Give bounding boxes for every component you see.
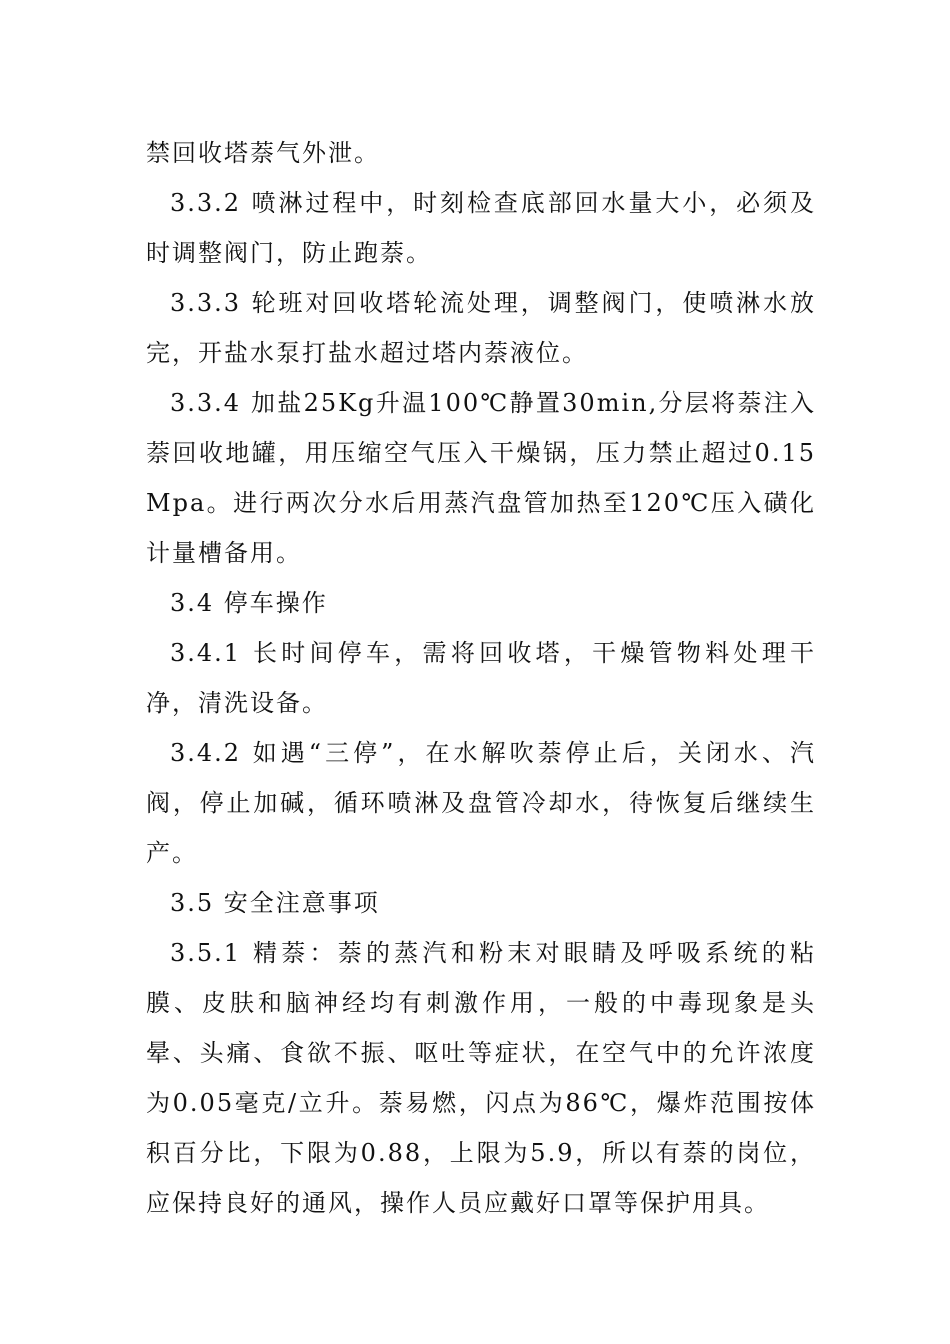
paragraph-3-4-1: 3.4.1 长时间停车，需将回收塔，干燥管物料处理干净，清洗设备。 xyxy=(146,639,816,717)
section-heading-3-5: 3.5 安全注意事项 xyxy=(170,889,380,917)
paragraph-continuation: 禁回收塔萘气外泄。 xyxy=(146,139,380,167)
paragraph-3-3-2: 3.3.2 喷淋过程中，时刻检查底部回水量大小，必须及时调整阀门，防止跑萘。 xyxy=(146,189,816,267)
paragraph-3-3-4: 3.3.4 加盐25Kg升温100℃静置30min,分层将萘注入萘回收地罐，用压缩空气压入干燥锅，压力禁止超过0.15Mpa。进行两次分水后用蒸汽盘管加热至120℃压入磺化计量槽备用。 xyxy=(146,389,816,567)
section-heading-3-4: 3.4 停车操作 xyxy=(170,589,328,617)
paragraph-3-5-1: 3.5.1 精萘：萘的蒸汽和粉末对眼睛及呼吸系统的粘膜、皮肤和脑神经均有刺激作用，一般的中毒现象是头晕、头痛、食欲不振、呕吐等症状，在空气中的允许浓度为0.05毫克/立升。萘易燃，闪点为86℃，爆炸范围按体积百分比，下限为0.88，上限为5.9，所以有萘的岗位，应保持良好的通风，操作人员应戴好口罩等保护用具。 xyxy=(146,939,816,1217)
document-body xyxy=(146,128,816,1228)
paragraph-3-4-2: 3.4.2 如遇“三停”，在水解吹萘停止后，关闭水、汽阀，停止加碱，循环喷淋及盘管冷却水，待恢复后继续生产。 xyxy=(146,739,816,867)
paragraph-3-3-3: 3.3.3 轮班对回收塔轮流处理，调整阀门，使喷淋水放完，开盐水泵打盐水超过塔内萘液位。 xyxy=(146,289,816,367)
